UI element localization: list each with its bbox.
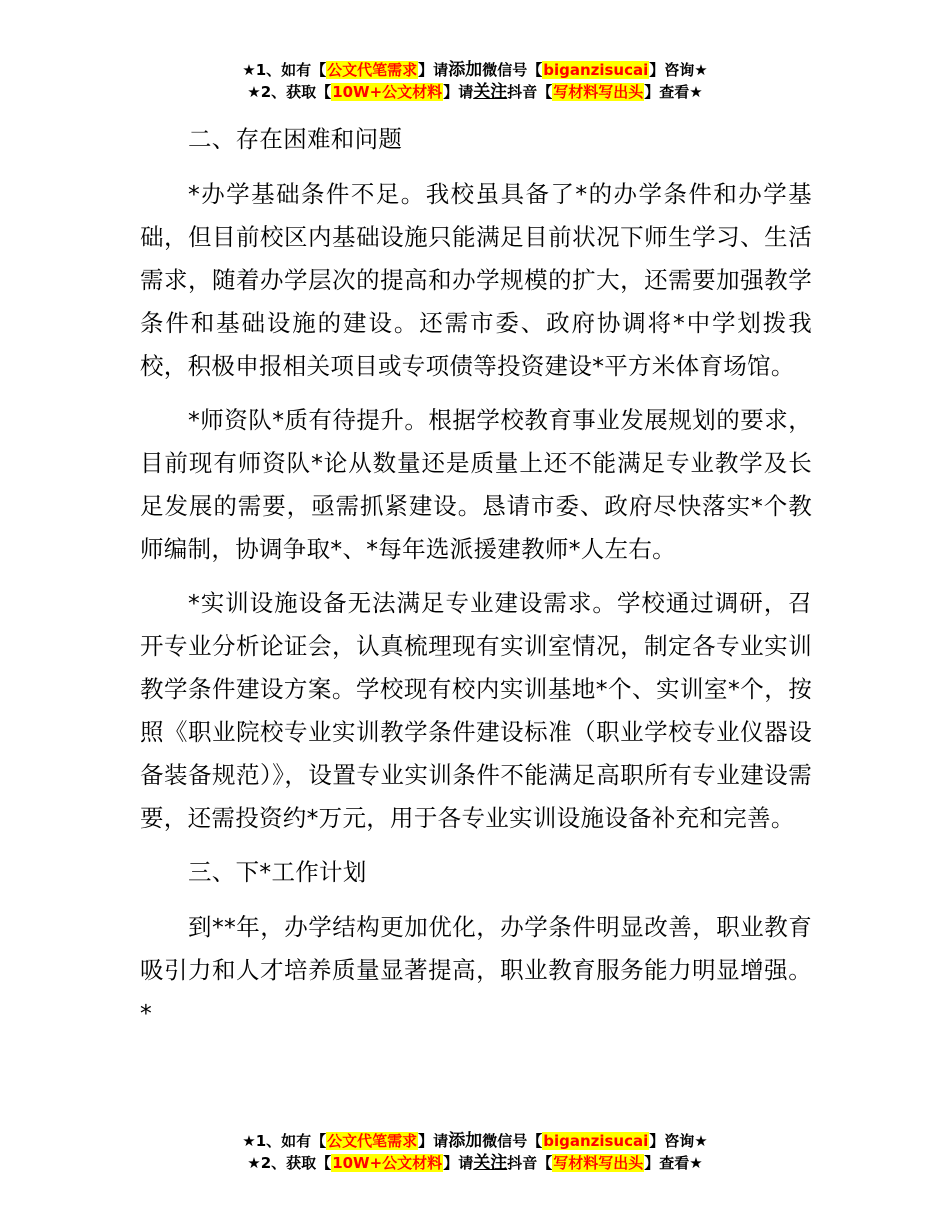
banner-text: ★2、获取【 [247, 1154, 332, 1172]
banner-line-1 [0, 1130, 950, 1152]
section-heading-2: 二、存在困难和问题 [188, 125, 403, 153]
banner-text: 】请 [443, 83, 474, 101]
banner-text: ★1、如有【 [242, 1132, 327, 1150]
banner-text: ★1、如有【 [242, 61, 327, 79]
banner-line-2 [0, 81, 950, 103]
banner-highlight: 10W+公文材料 [332, 1154, 443, 1172]
paragraph-3: *实训设施设备无法满足专业建设需求。学校通过调研，召开专业分析论证会，认真梳理现有实训室情况，制定各专业实训教学条件建设方案。学校现有校内实训基地*个、实训室*个，按照《职业院校专业实训教学条件建设标准（职业学校专业仪器设备装备规范）》，设置专业实训条件不能满足高职所有专业建设需要，还需投资约*万元，用于各专业实训设施设备补充和完善。 [140, 589, 812, 832]
banner-highlight: 写材料写出头 [553, 1154, 644, 1172]
footer-banner [0, 1130, 950, 1174]
banner-line-2 [0, 1152, 950, 1174]
banner-highlight: 公文代笔需求 [327, 61, 418, 79]
banner-text: 】请 [443, 1154, 474, 1172]
banner-highlight: biganzisucai [543, 61, 649, 79]
banner-text: 】查看★ [644, 83, 703, 101]
banner-text: 】请 [418, 1132, 449, 1150]
banner-text: 】咨询★ [649, 1132, 708, 1150]
banner-highlight: 10W+公文材料 [332, 83, 443, 101]
banner-text: 抖音【 [507, 1154, 553, 1172]
document-body [140, 118, 812, 1046]
banner-highlight: biganzisucai [543, 1132, 649, 1150]
paragraph-2: *师资队*质有待提升。根据学校教育事业发展规划的要求，目前现有师资队*论从数量还是质量上还不能满足专业教学及长足发展的需要，亟需抓紧建设。恳请市委、政府尽快落实*个教师编制，协调争取*、*每年选派援建教师*人左右。 [140, 406, 812, 563]
banner-text: ★2、获取【 [247, 83, 332, 101]
banner-highlight: 写材料写出头 [553, 83, 644, 101]
banner-text: 】查看★ [644, 1154, 703, 1172]
banner-highlight: 公文代笔需求 [327, 1132, 418, 1150]
banner-text: 抖音【 [507, 83, 553, 101]
header-banner [0, 59, 950, 103]
banner-line-1 [0, 59, 950, 81]
section-heading-3: 三、下*工作计划 [188, 858, 367, 886]
banner-emphasis: 关注 [473, 82, 508, 102]
banner-text: 微信号【 [482, 61, 543, 79]
paragraph-4: 到**年，办学结构更加优化，办学条件明显改善，职业教育吸引力和人才培养质量显著提高，职业教育服务能力明显增强。* [140, 913, 812, 1027]
banner-emphasis: 添加 [448, 1131, 483, 1151]
banner-emphasis: 关注 [473, 1153, 508, 1173]
banner-emphasis: 添加 [448, 60, 483, 80]
banner-text: 】请 [418, 61, 449, 79]
paragraph-1: *办学基础条件不足。我校虽具备了*的办学条件和办学基础，但目前校区内基础设施只能满足目前状况下师生学习、生活需求，随着办学层次的提高和办学规模的扩大，还需要加强教学条件和基础设施的建设。还需市委、政府协调将*中学划拨我校，积极申报相关项目或专项债等投资建设*平方米体育场馆。 [140, 180, 812, 380]
banner-text: 微信号【 [482, 1132, 543, 1150]
banner-text: 】咨询★ [649, 61, 708, 79]
